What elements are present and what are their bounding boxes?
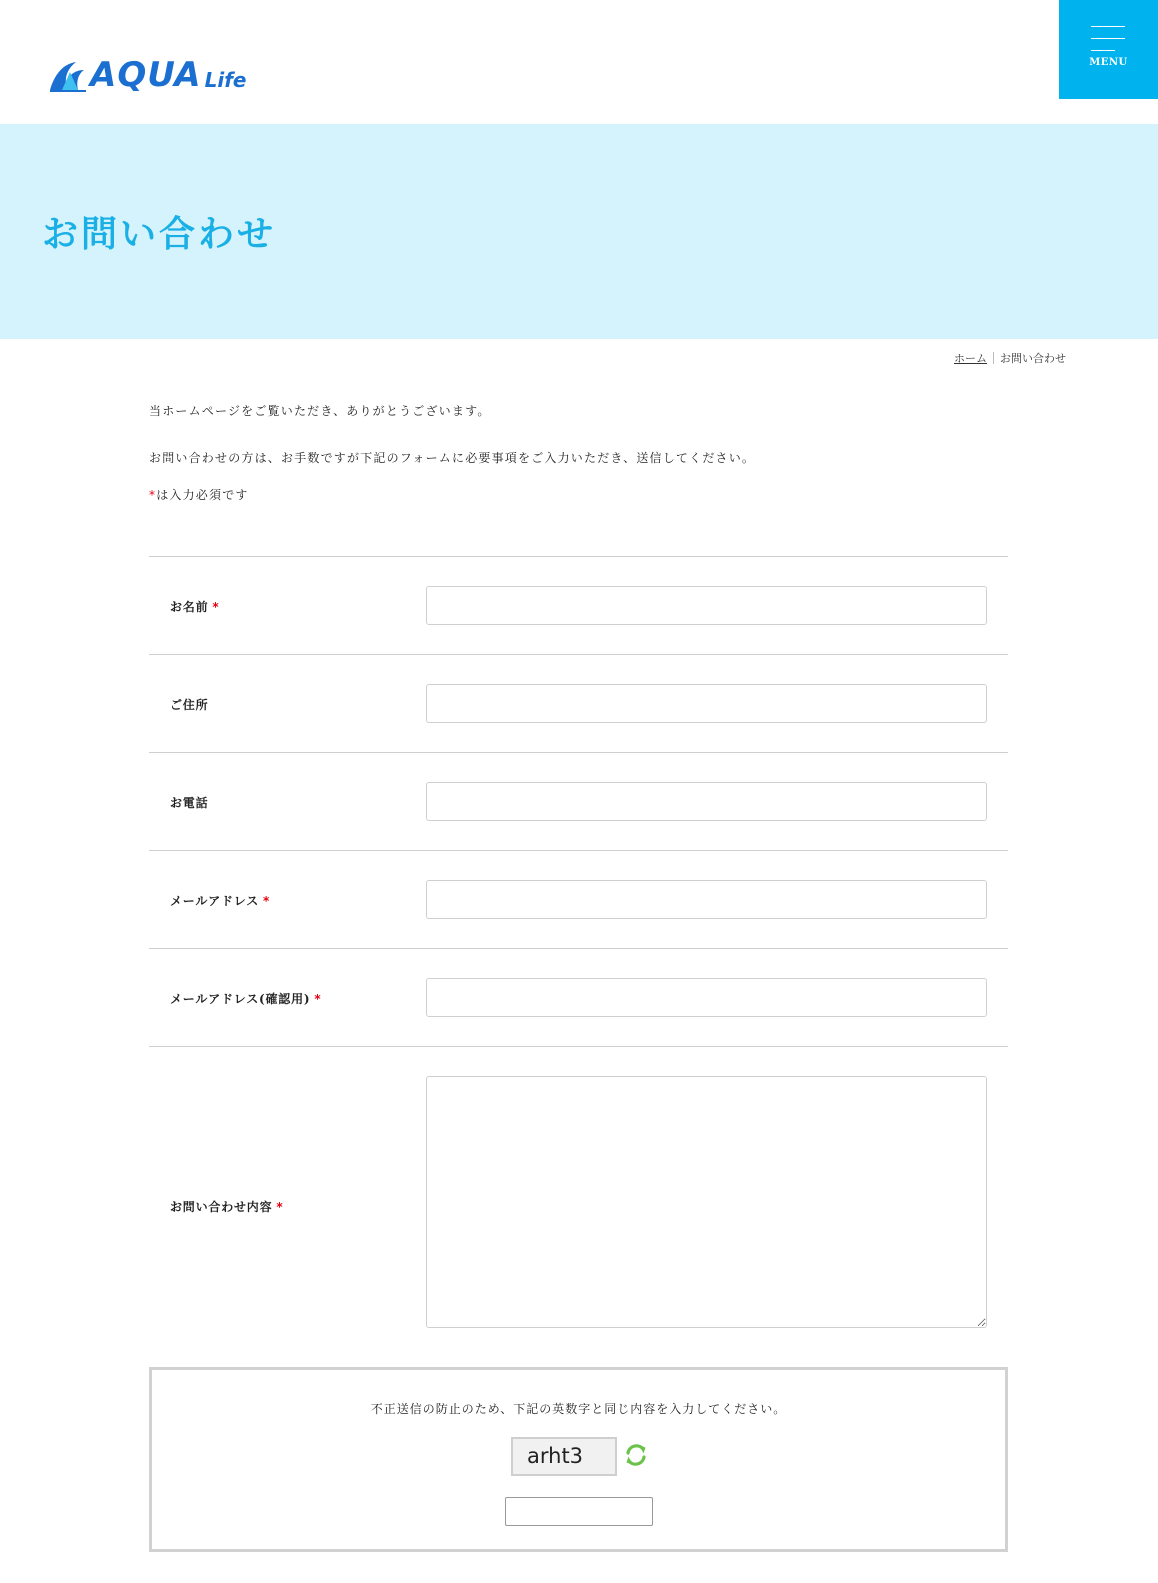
logo-main-text: AQUA bbox=[90, 55, 202, 95]
message-label bbox=[170, 1198, 283, 1215]
captcha-image: arht3 bbox=[511, 1437, 617, 1476]
hamburger-icon-line-1 bbox=[1091, 26, 1125, 27]
email-input[interactable] bbox=[426, 880, 987, 919]
captcha-instructions: 不正送信の防止のため、下記の英数字と同じ内容を入力してください。 bbox=[370, 1402, 787, 1416]
form-row-name bbox=[149, 556, 1008, 654]
hamburger-icon-line-3 bbox=[1091, 50, 1115, 51]
breadcrumb-separator bbox=[993, 352, 994, 364]
required-note-text: は入力必須です bbox=[156, 488, 249, 502]
menu-button[interactable] bbox=[1059, 0, 1158, 99]
message-label-text: お問い合わせ内容 bbox=[170, 1200, 273, 1214]
required-mark: * bbox=[276, 1200, 284, 1214]
form-row-address bbox=[149, 654, 1008, 752]
contact-form bbox=[149, 556, 1008, 1346]
form-row-message bbox=[149, 1046, 1008, 1346]
page-hero bbox=[0, 124, 1158, 339]
name-label bbox=[170, 598, 219, 615]
required-mark: * bbox=[149, 488, 157, 502]
intro-line-2: お問い合わせの方は、お手数ですが下記のフォームに必要事項をご入力いただき、送信してください。 bbox=[149, 451, 756, 465]
logo-sub-text: Life bbox=[204, 68, 247, 92]
hamburger-icon-line-2 bbox=[1091, 38, 1125, 39]
site-logo[interactable] bbox=[48, 52, 288, 95]
breadcrumb-current: お問い合わせ bbox=[1000, 352, 1066, 365]
phone-label: お電話 bbox=[170, 796, 209, 810]
form-row-email-confirm bbox=[149, 948, 1008, 1046]
email-confirm-label bbox=[170, 990, 321, 1007]
email-label bbox=[170, 892, 270, 909]
form-row-email bbox=[149, 850, 1008, 948]
message-textarea[interactable] bbox=[426, 1076, 987, 1328]
required-note bbox=[149, 486, 249, 503]
phone-input[interactable] bbox=[426, 782, 987, 821]
breadcrumb bbox=[954, 350, 1066, 366]
required-mark: * bbox=[314, 992, 322, 1006]
captcha-input[interactable] bbox=[505, 1497, 653, 1526]
name-input[interactable] bbox=[426, 586, 987, 625]
breadcrumb-home-link[interactable]: ホーム bbox=[954, 352, 987, 365]
intro-line-1: 当ホームページをご覧いただき、ありがとうございます。 bbox=[149, 404, 491, 418]
email-label-text: メールアドレス bbox=[170, 894, 260, 908]
form-row-phone bbox=[149, 752, 1008, 850]
required-mark: * bbox=[263, 894, 271, 908]
site-header bbox=[0, 0, 1158, 124]
captcha-box bbox=[149, 1367, 1008, 1552]
email-confirm-label-text: メールアドレス(確認用) bbox=[170, 992, 311, 1006]
menu-label: MENU bbox=[1089, 57, 1128, 68]
name-label-text: お名前 bbox=[170, 600, 209, 614]
refresh-icon[interactable] bbox=[623, 1442, 649, 1468]
page-title: お問い合わせ bbox=[42, 213, 277, 255]
address-input[interactable] bbox=[426, 684, 987, 723]
address-label: ご住所 bbox=[170, 698, 209, 712]
wave-logo-icon bbox=[48, 58, 88, 92]
required-mark: * bbox=[212, 600, 220, 614]
email-confirm-input[interactable] bbox=[426, 978, 987, 1017]
